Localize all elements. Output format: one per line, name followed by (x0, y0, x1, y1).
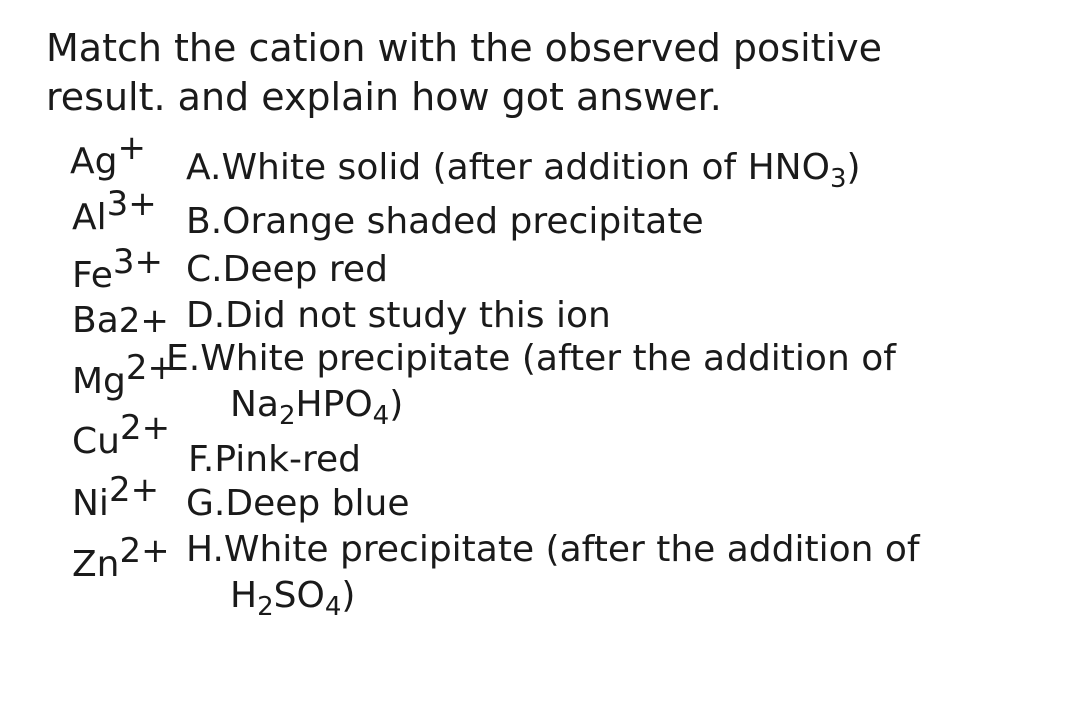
cation-symbol: Fe (72, 255, 113, 296)
question-text (46, 24, 1006, 122)
result-text: Deep blue (225, 483, 410, 524)
result-text: Did not study this ion (225, 295, 611, 336)
result-text: White precipitate (after the addition of (223, 529, 920, 570)
result-formula-part: HPO (295, 384, 373, 425)
result-letter: H. (186, 529, 224, 570)
cation-symbol: Ag (70, 141, 118, 182)
result-letter: C. (186, 249, 223, 290)
result-c (186, 250, 388, 290)
result-text: White precipitate (after the addition of (200, 338, 896, 379)
cation-charge: 2+ (108, 470, 160, 510)
result-f (188, 440, 361, 480)
cation-symbol: Ba (72, 300, 119, 341)
result-formula-part: SO (273, 575, 325, 616)
result-tail: ) (389, 384, 404, 425)
result-letter: A. (186, 147, 222, 188)
question-line-2: result. and explain how got answer. (46, 75, 722, 119)
result-g (186, 484, 409, 524)
result-d (186, 296, 611, 336)
cation-charge: 2+ (119, 531, 170, 571)
cation-charge: 2+ (119, 408, 171, 448)
result-e (166, 339, 896, 379)
cation-symbol: Cu (72, 421, 120, 462)
cation-fe (72, 242, 164, 296)
result-formula-part: H (230, 575, 258, 616)
result-text: Orange shaded precipitate (222, 201, 704, 242)
cation-symbol: Zn (72, 544, 120, 585)
cation-zn (72, 531, 170, 585)
result-text: Pink-red (214, 439, 361, 480)
cation-symbol: Al (72, 197, 107, 238)
result-subscript: 4 (324, 592, 342, 622)
result-text: White solid (after addition of HNO (221, 147, 830, 188)
cation-ni (72, 470, 160, 524)
cation-charge: 3+ (106, 184, 157, 224)
result-subscript: 2 (279, 401, 296, 431)
result-b (186, 202, 704, 242)
cation-symbol: Ni (72, 483, 109, 524)
result-tail: ) (341, 575, 356, 616)
cation-ag (70, 128, 146, 182)
result-letter: F. (188, 439, 215, 480)
result-text: Deep red (222, 249, 388, 290)
cation-mg (72, 348, 177, 402)
result-h (186, 530, 920, 570)
cation-charge: + (117, 128, 146, 168)
result-tail: ) (846, 147, 861, 188)
result-h-line2 (230, 575, 356, 622)
cation-ba (72, 301, 169, 341)
result-letter: B. (186, 201, 223, 242)
cation-charge: 3+ (112, 242, 164, 282)
result-formula-part: Na (230, 384, 279, 425)
result-letter: G. (186, 483, 226, 524)
cation-cu (72, 408, 171, 462)
cation-al (72, 184, 157, 238)
result-a (186, 147, 861, 194)
question-line-1: Match the cation with the observed positive (46, 26, 882, 70)
cation-charge: 2+ (118, 301, 169, 341)
result-e-line2 (230, 384, 404, 431)
result-subscript: 3 (829, 164, 847, 194)
result-letter: E. (166, 338, 201, 379)
result-letter: D. (186, 295, 226, 336)
result-subscript: 4 (372, 401, 390, 431)
cation-charge: 2+ (125, 348, 177, 388)
cation-symbol: Mg (72, 361, 126, 402)
result-subscript: 2 (257, 592, 274, 622)
